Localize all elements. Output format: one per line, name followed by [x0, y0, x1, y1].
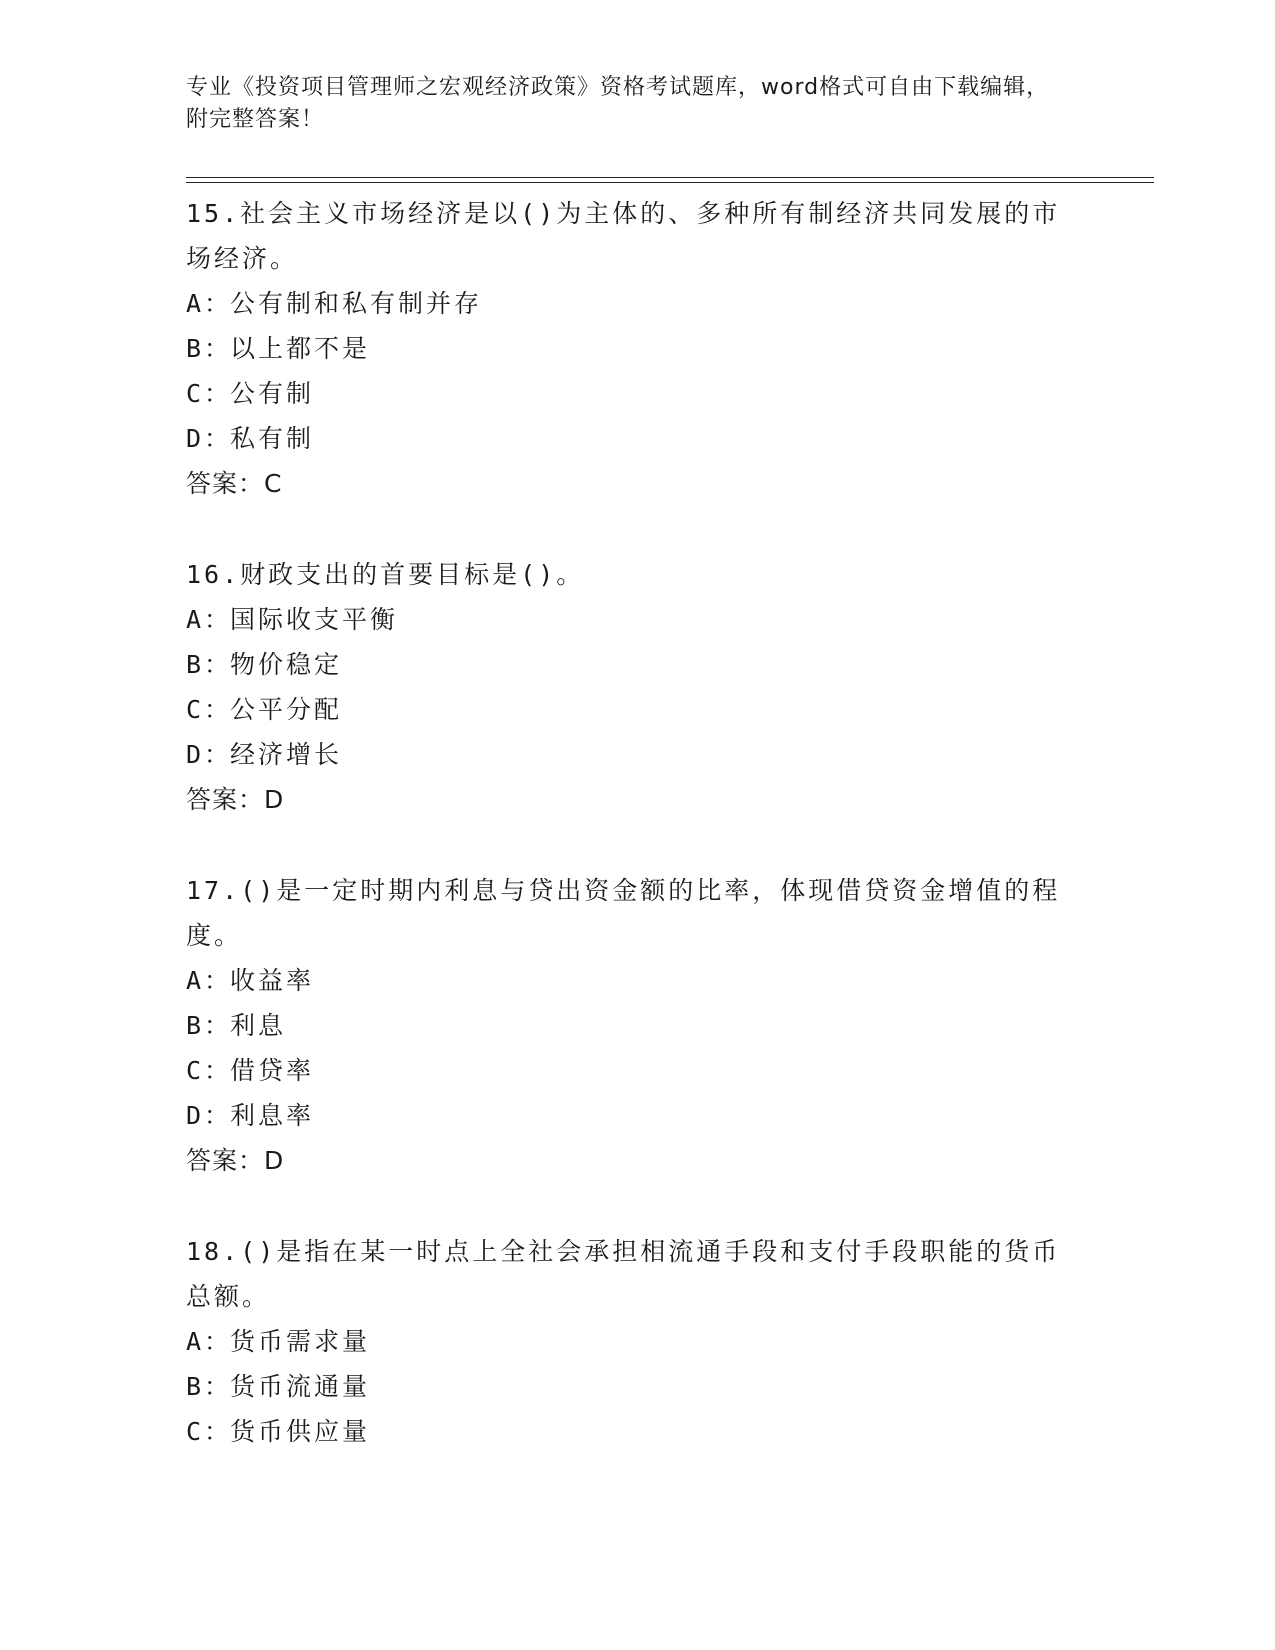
- option-text: 公平分配: [230, 695, 343, 724]
- option-key: A：: [186, 289, 233, 318]
- option-key: B：: [186, 1372, 233, 1401]
- option-text: 经济增长: [230, 740, 343, 769]
- option-text: 国际收支平衡: [230, 605, 399, 634]
- header-rule-bottom: [186, 182, 1154, 183]
- question-stem: 17.()是一定时期内利息与贷出资金额的比率，体现借贷资金增值的程度。: [186, 876, 1061, 950]
- option-c: [186, 371, 1086, 416]
- option-b: [186, 642, 1086, 687]
- option-c: [186, 1048, 1086, 1093]
- option-b: [186, 1364, 1086, 1409]
- option-key: B：: [186, 1011, 233, 1040]
- option-a: [186, 958, 1086, 1003]
- option-key: C：: [186, 695, 233, 724]
- answer-line: 答案：D: [186, 785, 285, 814]
- option-text: 货币供应量: [230, 1417, 371, 1446]
- option-text: 公有制: [230, 379, 315, 408]
- option-text: 货币需求量: [230, 1327, 371, 1356]
- option-text: 物价稳定: [230, 650, 343, 679]
- option-text: 借贷率: [230, 1056, 315, 1085]
- answer-line: 答案：C: [186, 469, 283, 498]
- question-17: [186, 868, 1086, 1183]
- option-d: [186, 732, 1086, 777]
- option-text: 利息: [230, 1011, 287, 1040]
- answer-line: 答案：D: [186, 1146, 285, 1175]
- option-a: [186, 281, 1086, 326]
- option-text: 货币流通量: [230, 1372, 371, 1401]
- document-header: 专业《投资项目管理师之宏观经济政策》资格考试题库，word格式可自由下载编辑，附完整答案！: [186, 75, 1050, 132]
- header-rule-top: [186, 177, 1154, 178]
- option-key: D：: [186, 740, 233, 769]
- option-key: A：: [186, 1327, 233, 1356]
- option-a: [186, 597, 1086, 642]
- option-key: C：: [186, 379, 233, 408]
- option-c: [186, 687, 1086, 732]
- option-b: [186, 1003, 1086, 1048]
- option-b: [186, 326, 1086, 371]
- option-d: [186, 416, 1086, 461]
- option-key: C：: [186, 1417, 233, 1446]
- option-key: A：: [186, 605, 233, 634]
- option-text: 收益率: [230, 966, 315, 995]
- question-16: [186, 552, 1086, 822]
- question-stem: 16.财政支出的首要目标是()。: [186, 560, 585, 589]
- option-key: D：: [186, 1101, 233, 1130]
- option-key: D：: [186, 424, 233, 453]
- option-text: 利息率: [230, 1101, 315, 1130]
- question-stem: 18.()是指在某一时点上全社会承担相流通手段和支付手段职能的货币总额。: [186, 1237, 1061, 1311]
- option-c: [186, 1409, 1086, 1454]
- option-text: 公有制和私有制并存: [230, 289, 483, 318]
- option-a: [186, 1319, 1086, 1364]
- question-15: [186, 191, 1086, 506]
- option-key: B：: [186, 334, 233, 363]
- question-stem: 15.社会主义市场经济是以()为主体的、多种所有制经济共同发展的市场经济。: [186, 199, 1061, 273]
- question-list: [186, 191, 1086, 1500]
- question-18: [186, 1229, 1086, 1454]
- option-key: A：: [186, 966, 233, 995]
- option-text: 以上都不是: [230, 334, 371, 363]
- option-text: 私有制: [230, 424, 315, 453]
- option-d: [186, 1093, 1086, 1138]
- option-key: B：: [186, 650, 233, 679]
- option-key: C：: [186, 1056, 233, 1085]
